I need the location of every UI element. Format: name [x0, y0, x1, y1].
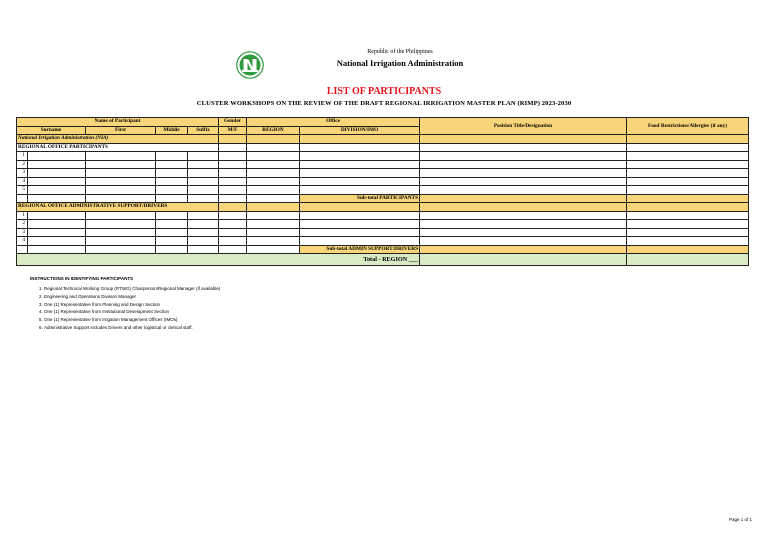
total-region-label: Total - REGION ___ — [17, 254, 420, 266]
agency-row — [17, 135, 749, 144]
table-row — [17, 169, 749, 178]
suffix-header: Suffix — [188, 126, 219, 135]
mf-header: M/F — [219, 126, 247, 135]
list-item: 2. Engineering and Operations Division Manager — [44, 293, 220, 301]
table-row — [17, 237, 749, 246]
table-row — [17, 211, 749, 220]
table-row — [17, 160, 749, 169]
subtotal-row — [17, 245, 749, 254]
list-item: 6. Administrative Support includes Drivers and other logistical or clerical staff. — [44, 324, 220, 332]
table-row — [17, 177, 749, 186]
table-row — [17, 186, 749, 195]
list-item: 1. Regional Technical Working Group (RTWG) Chairperson/Regional Manager (if available) — [44, 285, 220, 293]
page-subtitle: CLUSTER WORKSHOPS ON THE REVIEW OF THE DRAFT REGIONAL IRRIGATION MASTER PLAN (RIMP) 2023-2030 — [196, 100, 572, 107]
gender-header: Gender — [219, 118, 247, 127]
section-row — [17, 203, 749, 212]
republic-label: Republic of the Philippines — [367, 49, 433, 55]
surname-header: Surname — [17, 126, 86, 135]
list-item: 4. One (1) Representative from Institutional Development Section — [44, 308, 220, 316]
list-item: 3. One (1) Representative from Planning and Design Section — [44, 301, 220, 309]
row-number: 3 — [17, 228, 28, 237]
nia-logo-icon — [236, 51, 264, 79]
region-header: REGION — [247, 126, 300, 135]
row-number: 3 — [17, 169, 28, 178]
page-number: Page 1 of 1 — [728, 517, 752, 522]
row-number: 1 — [17, 152, 28, 161]
row-number: 4 — [17, 237, 28, 246]
row-number: 2 — [17, 160, 28, 169]
first-header: First — [86, 126, 156, 135]
division-header: DIVISION/IMO — [300, 126, 420, 135]
row-number: 2 — [17, 220, 28, 229]
table-row — [17, 228, 749, 237]
participants-table — [16, 117, 749, 266]
agency-name: National Irrigation Administration — [336, 58, 464, 68]
name-of-participant-header: Name of Participant — [17, 118, 219, 127]
subtotal-admin-label: Sub-total ADMIN SUPPORT/DRIVERS — [300, 245, 420, 254]
list-item: 5. One (1) Representative from Irrigation Management Offices (IMOs) — [44, 316, 220, 324]
middle-header: Middle — [156, 126, 188, 135]
position-header: Position Title/Designation — [420, 118, 627, 135]
office-header: Office — [247, 118, 420, 127]
instructions-list — [30, 285, 220, 332]
section-label-admin-support: REGIONAL OFFICE ADMINISTRATIVE SUPPORT/DRIVERS — [17, 203, 219, 212]
row-number: 4 — [17, 177, 28, 186]
row-number: 5 — [17, 186, 28, 195]
section-label-participants: REGIONAL OFFICE PARTICIPANTS — [17, 143, 219, 152]
total-row — [17, 254, 749, 266]
header-row-1 — [17, 118, 749, 127]
subtotal-row — [17, 194, 749, 203]
instructions-title: INSTRUCTIONS IN IDENTIFYING PARTICIPANTS — [30, 276, 134, 281]
food-restrictions-header: Food Restrictions/Allergies (if any) — [627, 118, 749, 135]
page-title: LIST OF PARTICIPANTS — [326, 86, 442, 97]
row-number: 1 — [17, 211, 28, 220]
subtotal-participants-label: Sub-total PARTICIPANTS — [300, 194, 420, 203]
instructions-block — [30, 276, 220, 332]
table-row — [17, 220, 749, 229]
section-row — [17, 143, 749, 152]
agency-row-label: National Irrigation Administration (NIA) — [17, 135, 219, 144]
table-row — [17, 152, 749, 161]
